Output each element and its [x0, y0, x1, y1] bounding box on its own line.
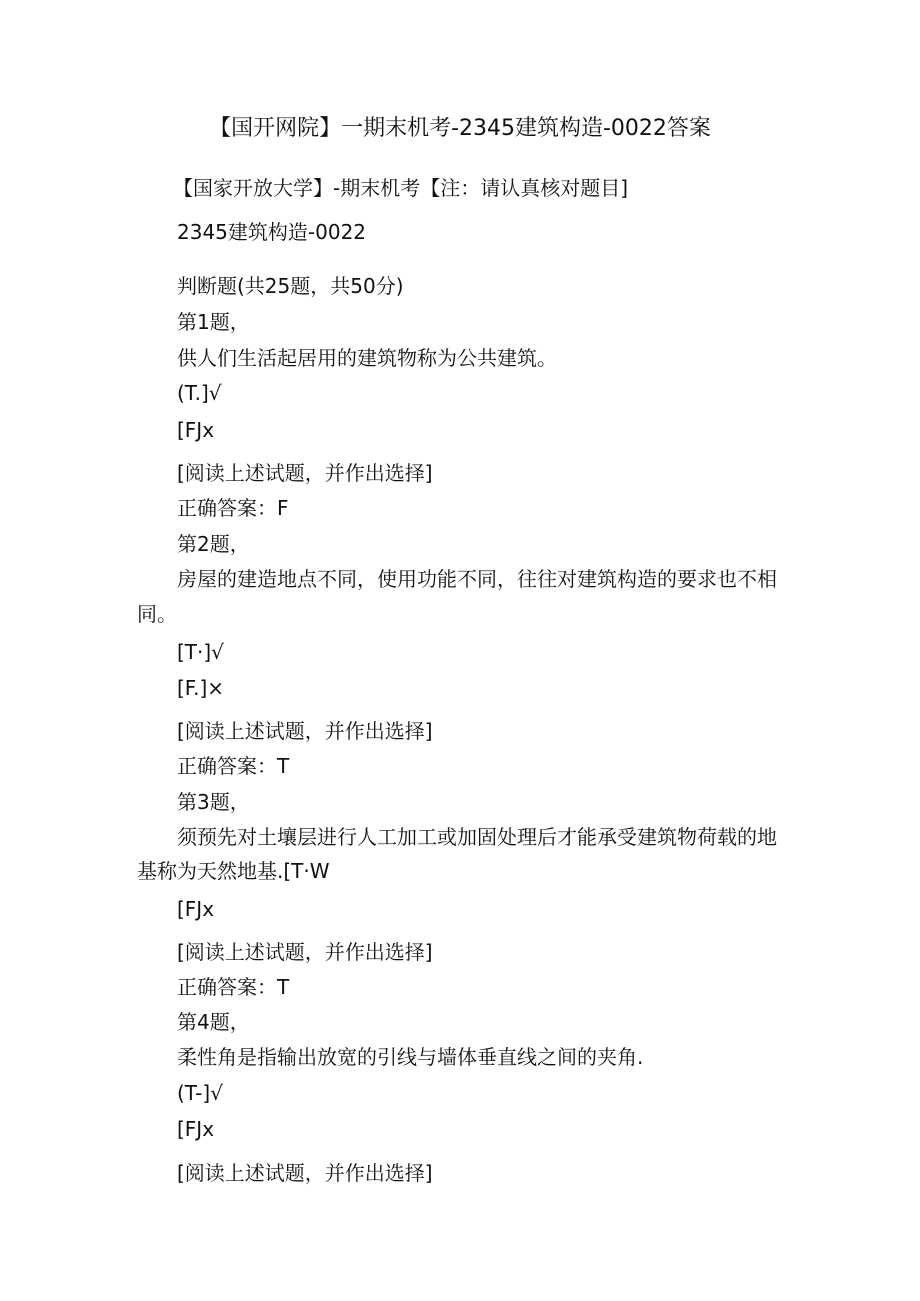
- course-code: 2345建筑构造-0022: [177, 220, 367, 244]
- question-text: 供人们生活起居用的建筑物称为公共建筑。: [177, 346, 557, 370]
- option-false: [F.]×: [177, 676, 225, 700]
- question-instruction: [阅读上述试题，并作出选择]: [177, 461, 433, 485]
- option-true: (T.]√: [177, 381, 222, 405]
- question-text-continued: 基称为天然地基.[T·W: [137, 859, 330, 883]
- correct-answer: 正确答案：T: [177, 754, 290, 778]
- question-number: 第2题，: [177, 532, 250, 556]
- option-false: [FJx: [177, 897, 215, 921]
- correct-answer: 正确答案：F: [177, 496, 289, 520]
- question-text: 柔性角是指输出放宽的引线与墙体垂直线之间的夹角.: [177, 1045, 644, 1069]
- question-number: 第3题，: [177, 790, 250, 814]
- question-instruction: [阅读上述试题，并作出选择]: [177, 940, 433, 964]
- question-number: 第4题，: [177, 1010, 250, 1034]
- question-instruction: [阅读上述试题，并作出选择]: [177, 719, 433, 743]
- question-text-continued: 同。: [137, 602, 177, 626]
- section-heading: 判断题(共25题，共50分): [177, 274, 404, 298]
- document-title: 【国开网院】一期末机考-2345建筑构造-0022答案: [209, 116, 711, 141]
- question-instruction: [阅读上述试题，并作出选择]: [177, 1161, 433, 1185]
- option-true: [T·]√: [177, 640, 224, 664]
- correct-answer: 正确答案：T: [177, 975, 290, 999]
- question-number: 第1题，: [177, 310, 250, 334]
- document-subtitle: 【国家开放大学】-期末机考【注：请认真核对题目]: [173, 176, 629, 200]
- option-false: [FJx: [177, 1117, 215, 1141]
- question-text: 须预先对土壤层进行人工加工或加固处理后才能承受建筑物荷载的地: [177, 825, 777, 849]
- option-false: [FJx: [177, 418, 215, 442]
- option-true: (T-]√: [177, 1081, 223, 1105]
- question-text: 房屋的建造地点不同，使用功能不同，往往对建筑构造的要求也不相: [177, 567, 777, 591]
